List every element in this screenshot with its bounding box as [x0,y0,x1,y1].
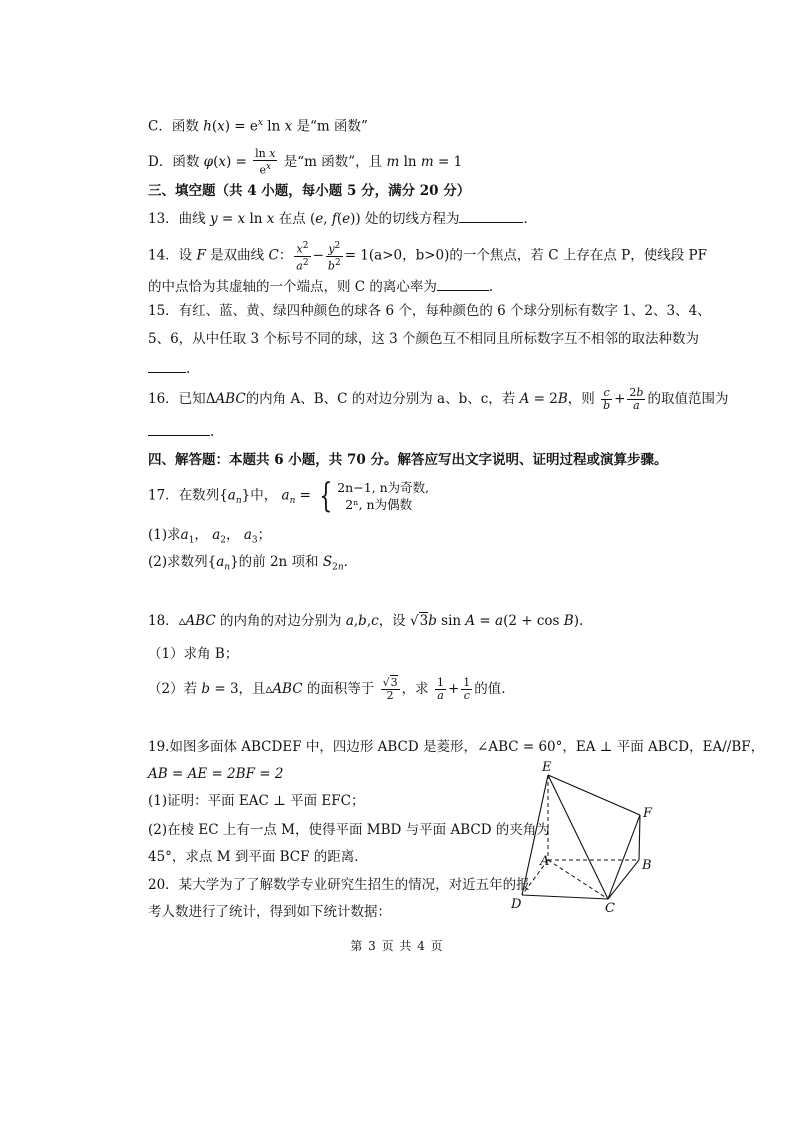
fraction: $\frac{2b}{a}$ [629,386,644,412]
q13-mid2: 处的切线方程为 [364,211,460,227]
answer-blank[interactable] [437,276,489,291]
q14-cond: (a>0，b>0)的一个焦点，若 C 上存在点 P，使线段 PF [368,247,707,264]
page-footer: 第 3 页 共 4 页 [350,939,444,953]
option-d: D．函数 φ(x) = $\frac{\text{ln x}}{e^x}$ 是“m 函数”，且 m ln m = 1 [148,147,463,177]
section-3-heading: 三、填空题（共 4 小题，每小题 5 分，满分 20 分） [148,183,471,199]
label-F: F [643,806,653,821]
q17-part2: (2)求数列 [148,554,208,570]
label-C: C [605,901,615,916]
q15-end: . [186,361,191,377]
question-19-line1: 19.如图多面体 ABCDEF 中，四边形 ABCD 是菱形，∠ABC = 60°，EA ⊥ 平面 ABCD，EA//BF， [148,739,765,755]
question-20-line2: 考人数进行了统计，得到如下统计数据： [148,904,391,920]
q13-end: . [523,211,528,227]
question-16: 16．已知ΔABC的内角 A、B、C 的对边分别为 a、b、c，若 A = 2B，则 $\frac{c}{b}$ + $\frac{2b}{a}$ 的取值范围为 [148,386,729,412]
fraction: $\frac{c}{b}$ [603,386,611,412]
polyhedron-figure [505,757,665,917]
question-13: 13．曲线 y = x ln x 在点 (e, f(e)) 处的切线方程为 . [148,208,528,228]
fraction: $\frac{\text{ln x}}{e^x}$ [255,147,276,177]
q14-line2: 的中点恰为其虚轴的一个端点，则 C 的离心率为 [148,279,437,295]
section-4-heading: 四、解答题：本题共 6 小题，共 70 分。解答应写出文字说明、证明过程或演算步骤。 [148,452,668,468]
q16-p3: 的取值范围为 [647,391,729,407]
option-d-label: D．函数 [148,153,200,170]
q17-part2b: 的前 2n 项和 [238,554,319,570]
q17-num: 17．在数列 [148,487,220,504]
figure-solid-edges [522,775,640,899]
fraction: $\frac{√3}{2}$ [382,676,398,702]
q18-part2d: ，求 [401,681,429,697]
q17-p1: 中， [250,487,278,504]
q17-part1: (1)求 [148,527,181,543]
question-19-line2: AB = AE = 2BF = 2 [148,766,284,782]
question-17-part2: (2)求数列$\{a_n\}$的前 2n 项和 $S_{2n}$． [148,554,358,573]
q16-p2: ，则 [567,391,595,407]
q13-mid: 在点 [278,211,306,227]
label-A: A [540,854,550,869]
question-19-part2a: (2)在棱 EC 上有一点 M，使得平面 MBD 与平面 ABCD 的夹角为 [148,822,550,838]
question-14: 14．设 F 是双曲线 C： $\frac{x^2}{a^2}$ − $\frac{y^2}{b^2}$ = 1(a>0，b>0)的一个焦点，若 C 上存在点 P，使线段 PF [148,241,707,273]
brace: { [319,476,333,516]
label-B: B [642,858,652,873]
question-18-part2: （2）若 b = 3，且▵ABC 的面积等于 $\frac{√3}{2}$ ，求 $\frac{1}{a}$ + $\frac{1}{c}$ 的值. [148,676,506,702]
question-18: 18．▵ABC 的内角的对边分别为 a,b,c，设 √3b sin A = a(2 + cos B). [148,613,584,629]
edge-DC [522,895,608,899]
q14-end: . [488,279,494,295]
question-19-part1: (1)证明：平面 EAC ⊥ 平面 EFC； [148,793,365,809]
question-15-line3 [148,358,190,378]
edge-EC [548,775,608,899]
fraction: $\frac{1}{c}$ [463,676,471,702]
option-c-label: C．函数 [148,118,199,135]
q18-p2: ，设 [378,613,406,629]
piecewise-cases [337,479,429,513]
question-16-line2 [148,421,214,441]
q16-num: 16．已知 [148,391,206,407]
edge-EF [548,775,640,815]
case-2: 2ⁿ, n为偶数 [345,497,413,512]
q18-part2: （2）若 [148,681,198,697]
question-14-line2 [148,276,493,296]
q16-end: . [210,424,215,440]
question-15-line1: 15．有红、蓝、黄、绿四种颜色的球各 6 个，每种颜色的 6 个球分别标有数字 1、2、3、4、 [148,303,711,319]
q14-num: 14．设 [148,247,193,264]
question-15-line2: 5、6，从中任取 3 个标号不同的球，这 3 个颜色互不相同且所标数字互不相邻的取法种数为 [148,331,700,347]
question-17: 17．在数列$\{a_n\}$中， $a_n$ = { 2n−1, n为奇数, 2ⁿ, n为偶数 [148,476,430,516]
q18-part2c: 的面积等于 [306,681,375,697]
fraction: $\frac{1}{a}$ [436,676,444,702]
answer-blank[interactable] [459,208,523,223]
fraction: $\frac{y^2}{b^2}$ [327,241,341,273]
edge-FB [639,815,640,860]
answer-blank[interactable] [148,358,186,373]
question-20-line1: 20．某大学为了了解数学专业研究生招生的情况，对近五年的报 [148,877,530,893]
q18-part2e: 的值. [474,681,506,697]
label-D: D [511,897,522,912]
figure-hidden-edges [522,775,639,899]
q13-num: 13．曲线 [148,211,206,227]
answer-blank[interactable] [148,421,210,436]
label-E: E [542,760,552,775]
q16-p1: 的内角 A、B、C 的对边分别为 a、b、c，若 [245,391,516,407]
option-d-text: 是“m 函数”，且 [283,153,383,170]
option-c: C．函数 $h(x) = e^x$ ln x 是“m 函数” [148,118,368,135]
edge-FC [608,815,640,899]
q18-p1: 的内角的对边分别为 [220,613,342,629]
q18-part2b: ，且 [238,681,266,697]
question-18-part1: （1）求角 B； [148,646,239,662]
q18-num: 18． [148,613,179,629]
case-1: 2n−1, n为奇数, [337,480,430,495]
edge-CB [608,860,639,899]
fraction: $\frac{x^2}{a^2}$ [296,241,309,273]
option-c-text: 是“m 函数” [296,118,368,135]
question-19-part2b: 45°，求点 M 到平面 BCF 的距离. [148,849,359,865]
q14-p1: 是双曲线 [210,247,265,264]
question-17-part1: (1)求$a_1$， $a_2$， $a_3$； [148,527,272,546]
